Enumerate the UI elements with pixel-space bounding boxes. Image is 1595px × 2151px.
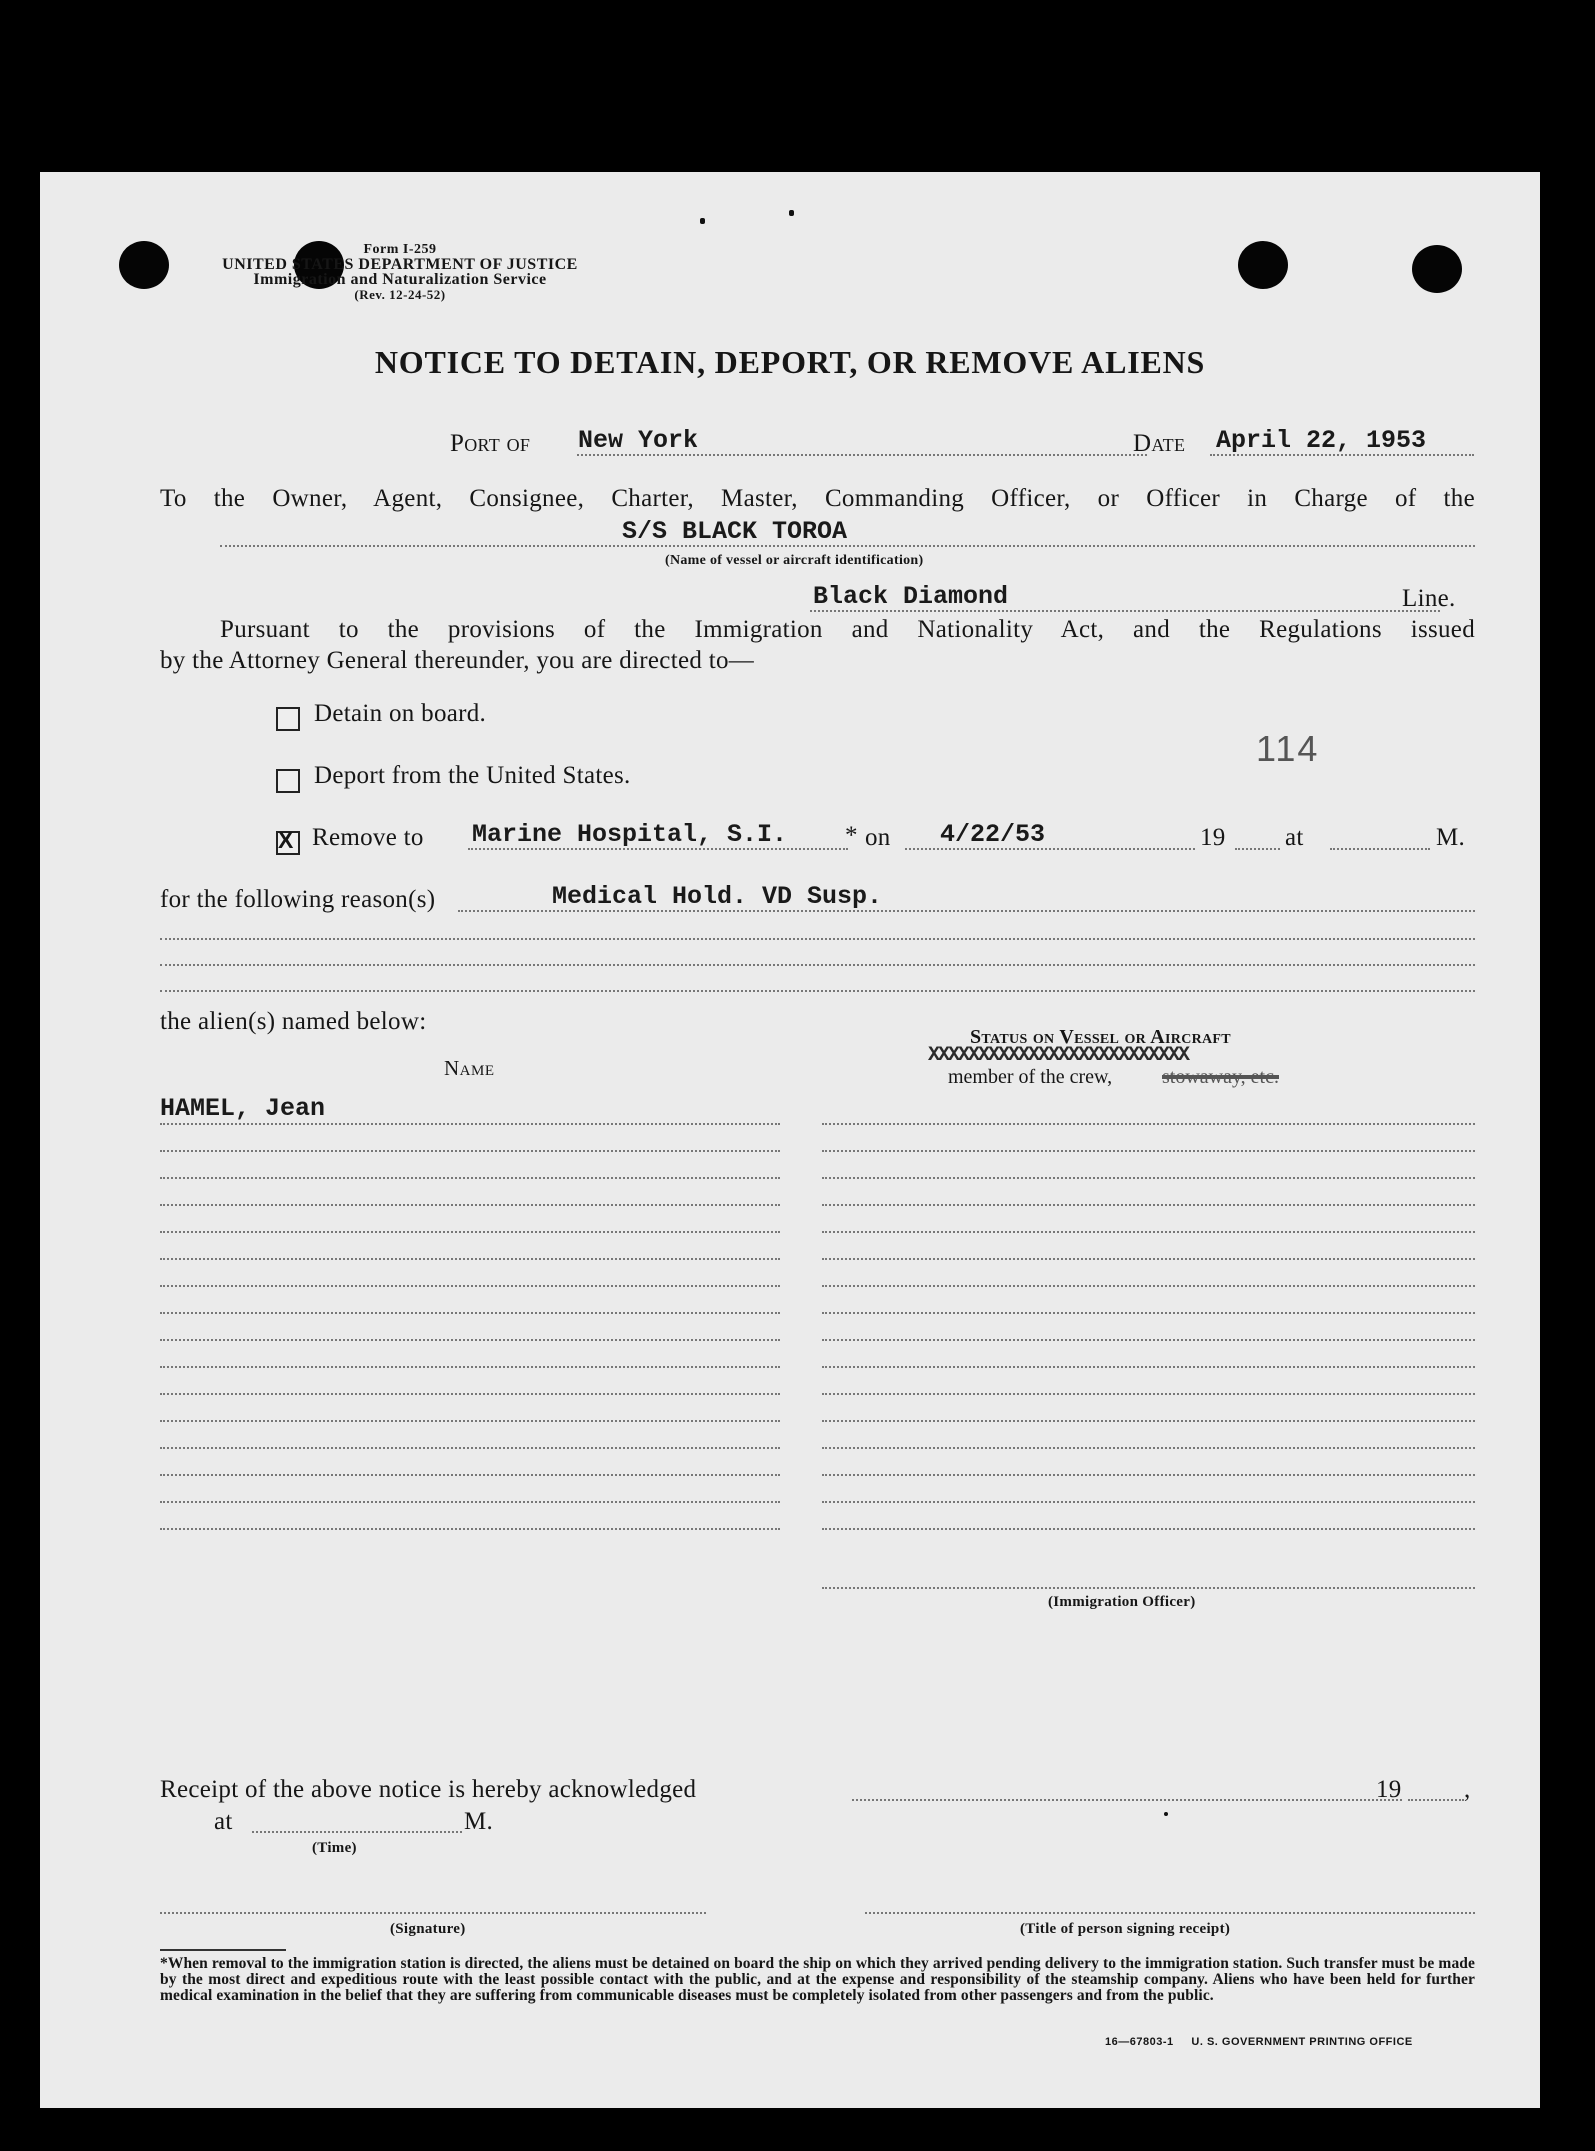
port-value[interactable]: New York (578, 426, 699, 455)
detain-checkbox[interactable] (276, 707, 300, 731)
name-field-line (160, 1447, 780, 1449)
speck (789, 210, 794, 216)
addressee-text: To the Owner, Agent, Consignee, Charter, Master, Commanding Officer, or Officer in Charge of the (160, 485, 1475, 512)
vessel-field-line (220, 545, 1475, 547)
agency-service-line: Immigration and Naturalization Service (253, 271, 547, 288)
remove-to-value[interactable]: Marine Hospital, S.I. (472, 820, 788, 849)
status-field-line (822, 1258, 1475, 1260)
form-title: NOTICE TO DETAIN, DEPORT, OR REMOVE ALIENS (374, 344, 1206, 380)
footnote-rule (160, 1949, 286, 1951)
receipt-year-prefix: 19 (1376, 1776, 1402, 1803)
time-field-line (1330, 848, 1430, 850)
status-field-line (822, 1123, 1475, 1125)
deport-checkbox[interactable] (276, 769, 300, 793)
name-field-line (160, 1528, 780, 1530)
footnote-text: *When removal to the immigration station is directed, the aliens must be detained on board the ship on which they arrived pending delivery to the immigration station. Such transfer must be made by the most direct and expeditious route with the least possible contact with the public, and at the expense and responsibility of the steamship company. Aliens who have been held for further medical examination in the belief that they are suffering from communicable diseases must be completely isolated from other passengers and from the public. (160, 1955, 1475, 2004)
deport-label: Deport from the United States. (314, 762, 631, 789)
receipt-time-line[interactable] (252, 1831, 462, 1833)
reason-field-line (160, 990, 1475, 992)
status-value: member of the crew, (948, 1066, 1113, 1088)
name-field-line (160, 1393, 780, 1395)
line-suffix: Line. (1402, 585, 1456, 612)
status-field-line (822, 1393, 1475, 1395)
status-field-line (822, 1285, 1475, 1287)
vessel-value[interactable]: S/S BLACK TOROA (622, 517, 848, 546)
officer-signature-line[interactable] (822, 1587, 1475, 1589)
name-field-line (160, 1204, 780, 1206)
punch-hole (1412, 245, 1462, 293)
reason-field-line (160, 938, 1475, 940)
remove-label: Remove to (312, 824, 424, 851)
form-page (40, 172, 1540, 2108)
agency-line: UNITED STATES DEPARTMENT OF JUSTICE (222, 256, 578, 273)
year-prefix: 19 (1200, 824, 1226, 851)
name-column-header: Name (444, 1056, 495, 1080)
name-field-line (160, 1150, 780, 1152)
name-field-line (160, 1285, 780, 1287)
speck (700, 218, 705, 224)
name-field-line (160, 1312, 780, 1314)
status-field-line (822, 1447, 1475, 1449)
status-field-line (822, 1501, 1475, 1503)
status-field-line (822, 1231, 1475, 1233)
vessel-caption: (Name of vessel or aircraft identification) (665, 553, 924, 568)
m-label: M. (1436, 824, 1466, 851)
officer-caption: (Immigration Officer) (1048, 1594, 1196, 1610)
date-value[interactable]: April 22, 1953 (1216, 426, 1427, 455)
punch-hole (1238, 241, 1288, 289)
name-field-line (160, 1258, 780, 1260)
name-field-line (160, 1501, 780, 1503)
title-caption: (Title of person signing receipt) (1020, 1921, 1231, 1937)
time-caption: (Time) (312, 1840, 357, 1856)
alien-name-value[interactable]: HAMEL, Jean (160, 1094, 326, 1123)
date-label: Date (1133, 430, 1186, 457)
name-field-line (160, 1420, 780, 1422)
status-struck-text: XXXXXXXXXXXXXXXXXXXXXXXXXX (928, 1044, 1189, 1067)
pursuant-text-cont: by the Attorney General thereunder, you are directed to— (160, 647, 755, 674)
name-field-line (160, 1177, 780, 1179)
status-struck-tail: stowaway, etc. (1162, 1066, 1279, 1088)
signature-caption: (Signature) (390, 1921, 466, 1937)
status-field-line (822, 1177, 1475, 1179)
name-field-line (160, 1231, 780, 1233)
port-label: Port of (450, 430, 531, 457)
form-header (160, 242, 640, 302)
status-field-line (822, 1528, 1475, 1530)
title-signature-line[interactable] (865, 1912, 1475, 1914)
year-field-line (1235, 848, 1280, 850)
handwritten-number: 114 (1256, 728, 1320, 769)
receipt-at-label: at (214, 1808, 233, 1835)
form-number: Form I-259 (363, 242, 437, 257)
speck (1164, 1812, 1168, 1816)
receipt-m-label: M. (464, 1808, 494, 1835)
status-field-line (822, 1366, 1475, 1368)
form-revision: (Rev. 12-24-52) (354, 287, 446, 302)
name-field-line (160, 1123, 780, 1125)
status-field-line (822, 1204, 1475, 1206)
printing-office-line: 16—67803-1 U. S. GOVERNMENT PRINTING OFFICE (1105, 2036, 1413, 2048)
reason-value[interactable]: Medical Hold. VD Susp. (552, 882, 883, 911)
receipt-text: Receipt of the above notice is hereby acknowledged (160, 1776, 697, 1803)
signature-line[interactable] (160, 1912, 706, 1914)
status-column-header: Status on Vessel or Aircraft (970, 1026, 1231, 1048)
receipt-date-line[interactable] (852, 1799, 1402, 1801)
receipt-comma: , (1464, 1776, 1471, 1803)
name-field-line (160, 1474, 780, 1476)
status-field-line (822, 1312, 1475, 1314)
on-label: on (865, 824, 891, 851)
status-field-line (822, 1150, 1475, 1152)
pursuant-text: Pursuant to the provisions of the Immigration and Nationality Act, and the Regulations issued (220, 616, 1475, 643)
asterisk-mark: * (845, 822, 858, 849)
receipt-year-line[interactable] (1408, 1799, 1464, 1801)
status-field-line (822, 1420, 1475, 1422)
status-field-line (822, 1339, 1475, 1341)
status-field-line (822, 1474, 1475, 1476)
reason-label: for the following reason(s) (160, 886, 436, 913)
at-label: at (1285, 824, 1304, 851)
remove-date-value[interactable]: 4/22/53 (940, 820, 1046, 849)
detain-label: Detain on board. (314, 700, 487, 727)
remove-check-mark: X (278, 827, 294, 853)
line-value[interactable]: Black Diamond (813, 582, 1009, 611)
name-field-line (160, 1339, 780, 1341)
name-field-line (160, 1366, 780, 1368)
aliens-named-label: the alien(s) named below: (160, 1008, 427, 1035)
reason-field-line (160, 964, 1475, 966)
